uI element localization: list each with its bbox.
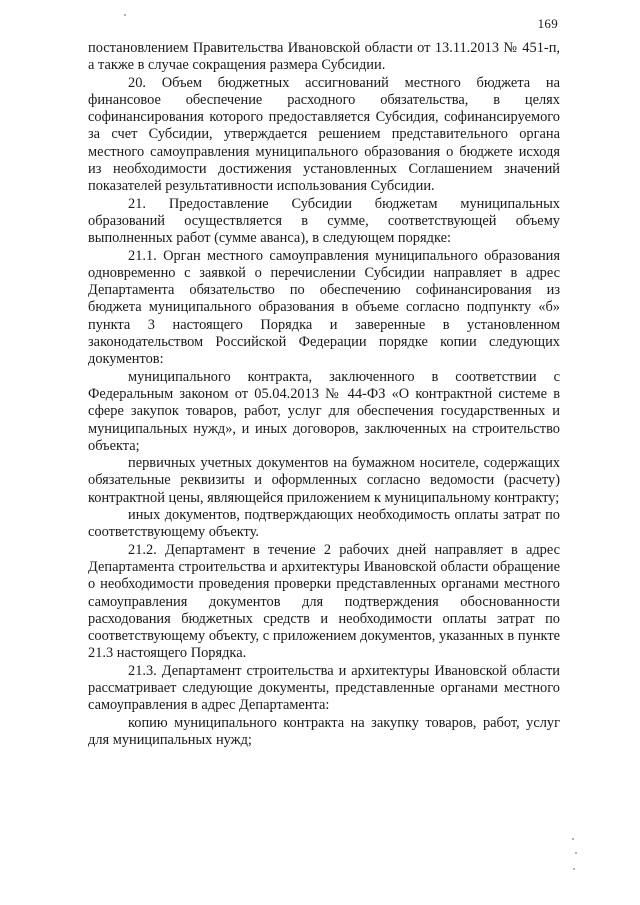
paragraph-20: 20. Объем бюджетных ассигнований местного бюджета на финансовое обеспечение расходного обязательства, в целях софинансирования которого предоставляется Субсидия, софинансируемого за счет Субсидии, утверждается решением представительного органа местного самоуправления муниципального образования о бюджете исходя из необходимости достижения установленных Соглашением значений показателей результативности использования Субсидии. [88,74,560,195]
paragraph-21-2: 21.2. Департамент в течение 2 рабочих дней направляет в адрес Департамента строительства и архитектуры Ивановской области обращение о необходимости проведения проверки представленных органами местного самоуправления документов для подтверждения обоснованности расходования бюджетных средств и необходимости оплаты затрат по соответствующему объекту, с приложением документов, указанных в пункте 21.3 настоящего Порядка. [88,541,560,662]
list-item-primary-documents: первичных учетных документов на бумажном носителе, содержащих обязательные реквизиты и оформленных согласно ведомости (расчету) контрактной цены, являющейся приложением к муниципальному контракту; [88,455,560,506]
list-item-contract-copy: копию муниципального контракта на закупку товаров, работ, услуг для муниципальных нужд; [88,714,560,748]
paragraph-21-3: 21.3. Департамент строительства и архитектуры Ивановской области рассматривает следующие документы, представленные органами местного самоуправления в адрес Департамента: [88,662,560,714]
paragraph-21: 21. Предоставление Субсидии бюджетам муниципальных образований осуществляется в сумме, соответствующей объему выполненных работ (сумме аванса), в следующем порядке: [88,195,560,247]
scan-speck [575,852,577,854]
page-number: 169 [537,16,558,31]
paragraph-continuation: постановлением Правительства Ивановской области от 13.11.2013 № 451-п, а также в случае сокращения размера Субсидии. [88,40,560,74]
scan-speck [572,838,574,840]
paragraph-21-1: 21.1. Орган местного самоуправления муниципального образования одновременно с заявкой о перечислении Субсидии направляет в адрес Департамента обязательство по обеспечению софинансирования из бюджета муниципального образования в объеме согласно подпункту «б» пункта 3 настоящего Порядка и заверенные в установленном законодательством Российской Федерации порядке копии следующих документов: [88,247,560,368]
document-body [88,40,560,749]
list-item-other-documents: иных документов, подтверждающих необходимость оплаты затрат по соответствующему объекту. [88,507,560,541]
scan-speck [573,868,575,870]
list-item-contract: муниципального контракта, заключенного в соответствии с Федеральным законом от 05.04.2013 № 44-ФЗ «О контрактной системе в сфере закупок товаров, работ, услуг для обеспечения государственных и муниципальных нужд», и иных договоров, заключенных на строительство объекта; [88,368,560,454]
scan-speck [124,14,126,16]
